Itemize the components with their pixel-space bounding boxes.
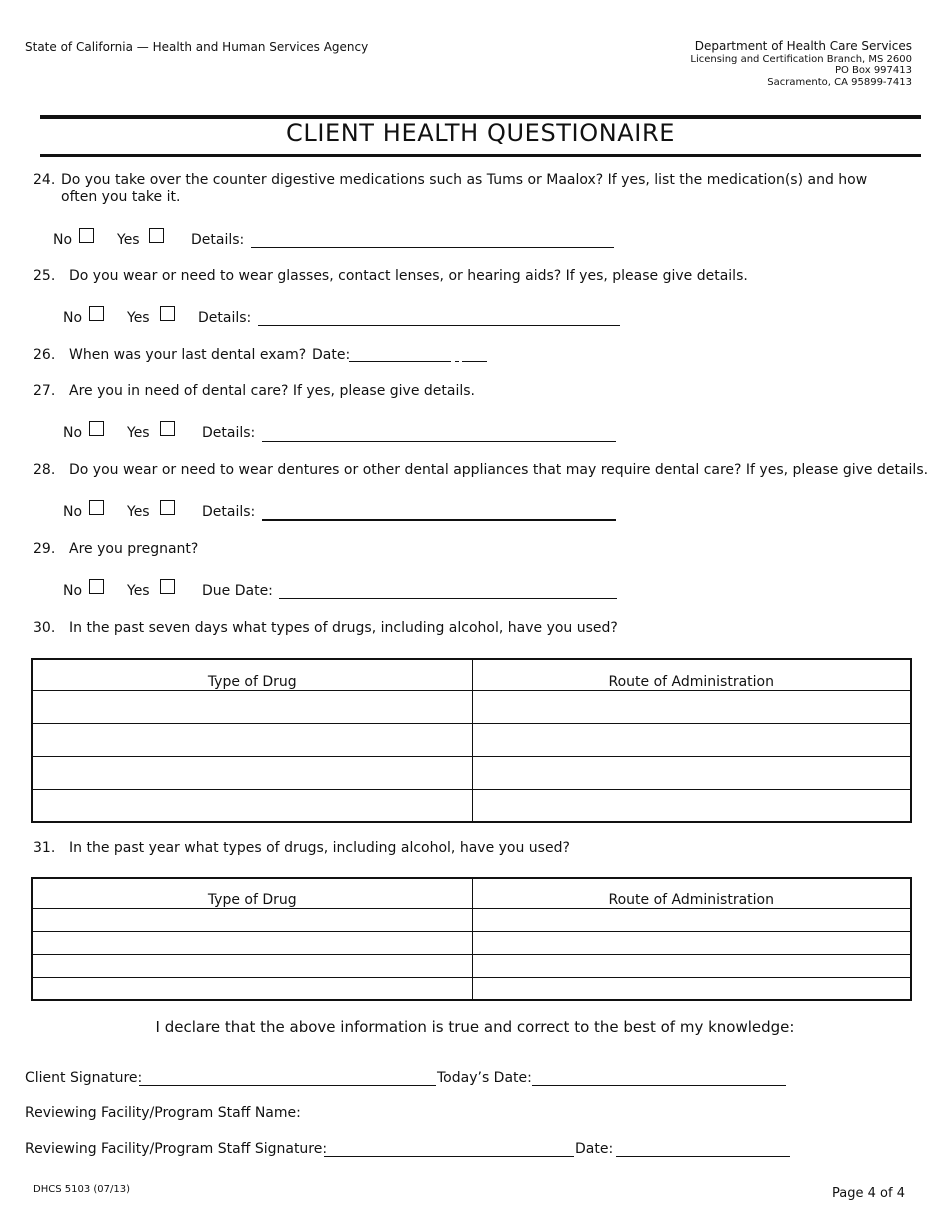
column-header-drug: Type of Drug [32, 659, 472, 690]
route-cell[interactable] [472, 789, 911, 822]
q28-details-label: Details: [202, 504, 256, 520]
question-31 [33, 840, 570, 856]
table-row [32, 723, 911, 756]
q27-details-label: Details: [202, 425, 256, 441]
drugs-past-year-table [31, 877, 912, 1001]
q27-no-label: No [63, 425, 83, 441]
route-cell[interactable] [472, 954, 911, 977]
drug-cell[interactable] [32, 954, 472, 977]
question-number: 29. [33, 541, 56, 557]
route-cell[interactable] [472, 756, 911, 789]
q25-details-label: Details: [198, 310, 252, 326]
route-cell[interactable] [472, 977, 911, 1000]
staff-signature-field[interactable] [324, 1156, 574, 1157]
q25-details-field[interactable] [258, 325, 620, 326]
branch-name: Licensing and Certification Branch, MS 2600 [690, 53, 912, 65]
q25-yes-label: Yes [127, 310, 150, 326]
q29-no-label: No [63, 583, 83, 599]
table-header-row [32, 659, 911, 690]
question-text: When was your last dental exam? [69, 347, 307, 363]
todays-date-label: Today’s Date: [437, 1070, 532, 1086]
route-cell[interactable] [472, 908, 911, 931]
client-signature-field[interactable] [139, 1085, 436, 1086]
q27-details-field[interactable] [262, 441, 616, 442]
q25-yes-checkbox[interactable] [160, 306, 175, 321]
q27-no-checkbox[interactable] [89, 421, 104, 436]
q29-yes-label: Yes [127, 583, 150, 599]
q27-yes-checkbox[interactable] [160, 421, 175, 436]
drug-cell[interactable] [32, 756, 472, 789]
client-signature-label: Client Signature: [25, 1070, 143, 1086]
drug-cell[interactable] [32, 977, 472, 1000]
form-title: CLIENT HEALTH QUESTIONAIRE [285, 119, 676, 147]
agency-name: State of California — Health and Human Services Agency [25, 40, 369, 54]
question-number: 24. [33, 172, 56, 188]
question-text: Are you in need of dental care? If yes, please give details. [69, 383, 475, 399]
table-row [32, 977, 911, 1000]
q24-no-checkbox[interactable] [79, 228, 94, 243]
drug-cell[interactable] [32, 789, 472, 822]
drug-cell[interactable] [32, 931, 472, 954]
q26-date-field-year[interactable] [462, 361, 487, 362]
staff-date-field[interactable] [616, 1156, 790, 1157]
q24-yes-label: Yes [117, 232, 140, 248]
table-row [32, 908, 911, 931]
q24-no-label: No [53, 232, 73, 248]
route-cell[interactable] [472, 931, 911, 954]
q25-no-label: No [63, 310, 83, 326]
staff-date-label: Date: [575, 1141, 614, 1157]
title-rule-bottom [40, 154, 921, 157]
table-row [32, 789, 911, 822]
q28-yes-label: Yes [127, 504, 150, 520]
question-number: 25. [33, 268, 56, 284]
table-row [32, 954, 911, 977]
q29-due-date-label: Due Date: [202, 583, 273, 599]
q29-no-checkbox[interactable] [89, 579, 104, 594]
question-28 [33, 462, 928, 478]
department-name: Department of Health Care Services [694, 39, 912, 53]
city-zip: Sacramento, CA 95899-7413 [767, 76, 912, 88]
question-number: 31. [33, 840, 56, 856]
staff-name-label: Reviewing Facility/Program Staff Name: [25, 1105, 301, 1121]
q28-yes-checkbox[interactable] [160, 500, 175, 515]
q24-details-field[interactable] [251, 247, 614, 248]
q26-date-label: Date: [312, 347, 351, 363]
drug-cell[interactable] [32, 690, 472, 723]
question-text: In the past seven days what types of drugs, including alcohol, have you used? [69, 620, 618, 636]
declaration-statement: I declare that the above information is true and correct to the best of my knowledge: [155, 1018, 795, 1036]
table-row [32, 690, 911, 723]
question-text: Do you take over the counter digestive medications such as Tums or Maalox? If yes, list the medication(s) and how often you take it. [61, 172, 868, 205]
drug-cell[interactable] [32, 908, 472, 931]
q28-no-label: No [63, 504, 83, 520]
po-box: PO Box 997413 [834, 65, 912, 77]
staff-signature-label: Reviewing Facility/Program Staff Signature: [25, 1141, 328, 1157]
q28-details-field[interactable] [262, 519, 616, 521]
question-number: 30. [33, 620, 56, 636]
department-address [690, 40, 912, 88]
q24-details-label: Details: [191, 232, 245, 248]
q27-yes-label: Yes [127, 425, 150, 441]
question-number: 28. [33, 462, 56, 478]
question-27 [33, 383, 475, 399]
route-cell[interactable] [472, 690, 911, 723]
column-header-drug: Type of Drug [32, 878, 472, 908]
drugs-past-seven-days-table [31, 658, 912, 823]
question-text: Do you wear or need to wear dentures or other dental appliances that may require dental care? If yes, please give details. [69, 462, 929, 478]
todays-date-field[interactable] [532, 1085, 786, 1086]
q29-yes-checkbox[interactable] [160, 579, 175, 594]
question-text: Do you wear or need to wear glasses, contact lenses, or hearing aids? If yes, please give details. [69, 268, 748, 284]
drug-cell[interactable] [32, 723, 472, 756]
column-header-route: Route of Administration [472, 878, 911, 908]
question-text: In the past year what types of drugs, including alcohol, have you used? [69, 840, 570, 856]
table-row [32, 756, 911, 789]
q28-no-checkbox[interactable] [89, 500, 104, 515]
question-26 [33, 347, 306, 363]
table-header-row [32, 878, 911, 908]
question-number: 27. [33, 383, 56, 399]
question-text: Are you pregnant? [69, 541, 199, 557]
question-24 [33, 172, 903, 206]
question-number: 26. [33, 347, 56, 363]
question-30 [33, 620, 618, 636]
table-row [32, 931, 911, 954]
column-header-route: Route of Administration [472, 659, 911, 690]
q29-due-date-field[interactable] [279, 598, 617, 599]
q24-yes-checkbox[interactable] [149, 228, 164, 243]
question-25 [33, 268, 748, 284]
q26-date-field-month[interactable] [349, 361, 451, 362]
form-id: DHCS 5103 (07/13) [33, 1184, 130, 1195]
q25-no-checkbox[interactable] [89, 306, 104, 321]
route-cell[interactable] [472, 723, 911, 756]
q26-date-field-sep [455, 361, 459, 362]
question-29 [33, 541, 198, 557]
page-number: Page 4 of 4 [832, 1186, 905, 1201]
